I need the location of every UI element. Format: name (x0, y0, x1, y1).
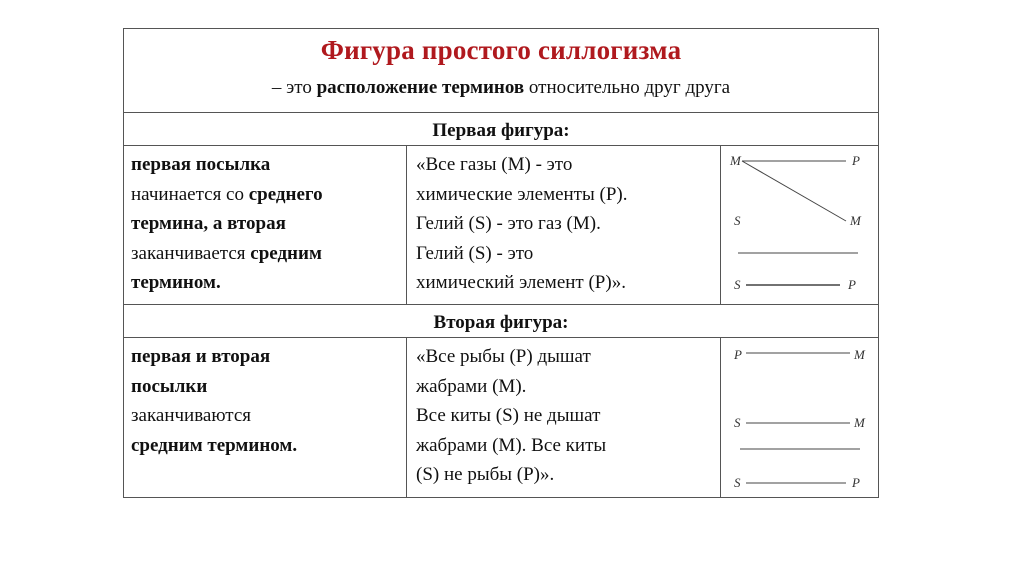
diagram-label: M (854, 347, 865, 362)
example-line: жабрами (M). (416, 375, 527, 397)
syllogism-table (123, 28, 879, 498)
rule-line (131, 342, 297, 372)
divider (124, 112, 878, 113)
example-line: Гелий (S) - это газ (M). (416, 213, 601, 234)
example-line: (S) не рыбы (P)». (416, 464, 555, 485)
figure1-example (416, 150, 627, 298)
figure1-diagram (730, 149, 870, 299)
diagram-label: S (734, 415, 741, 430)
rule-text: термина (131, 213, 204, 234)
figure1-heading: Первая фигура: (432, 120, 570, 141)
column-divider (406, 337, 407, 498)
diagram-label: P (852, 153, 860, 168)
rule-line (131, 401, 297, 431)
rule-line (131, 431, 297, 461)
rule-text: посылки (131, 375, 208, 397)
example-line: Гелий (S) - это (416, 242, 534, 264)
rule-line (131, 209, 323, 239)
example-line: «Все рыбы (P) дышат (416, 346, 591, 367)
page-title: Фигура простого силлогизма (320, 35, 682, 65)
diagram-label: P (848, 277, 856, 292)
diagram-label: P (734, 347, 742, 362)
column-divider (406, 145, 407, 304)
figure1-rule (131, 150, 323, 298)
diagram-label: P (852, 475, 860, 490)
diagram-label: M (850, 213, 861, 228)
rule-text: средним термином. (131, 434, 298, 456)
divider (124, 304, 878, 305)
rule-text: средним (250, 242, 322, 264)
example-line: химические элементы (P). (416, 183, 628, 205)
diagram-label: S (734, 475, 741, 490)
diagram-label: M (730, 153, 741, 168)
figure2-heading: Вторая фигура: (433, 312, 569, 333)
rule-line (131, 372, 297, 402)
figure2-diagram (730, 343, 870, 493)
subtitle-suffix: относительно друг друга (528, 77, 731, 98)
definition-subtitle (124, 77, 878, 99)
subtitle-prefix: – это (271, 77, 312, 98)
connector-line (742, 161, 846, 221)
rule-text: начинается со (131, 183, 249, 205)
rule-line (131, 180, 323, 210)
divider (124, 337, 878, 338)
figure2-example (416, 342, 606, 490)
subtitle-bold: расположение терминов (316, 77, 525, 98)
diagram-label: S (734, 213, 741, 228)
example-line: химический элемент (P)». (416, 272, 626, 293)
diagram-label: M (854, 415, 865, 430)
rule-line (131, 268, 323, 298)
rule-text: первая посылка (131, 154, 271, 175)
example-line: Все киты (S) не дышат (416, 405, 601, 426)
rule-text: среднего (248, 183, 323, 205)
rule-text: заканчиваются (131, 405, 252, 426)
example-line: жабрами (M). Все киты (416, 434, 607, 456)
rule-line (131, 239, 323, 269)
rule-text: первая и вторая (131, 346, 271, 367)
rule-line (131, 150, 323, 180)
rule-text: , а вторая (203, 213, 286, 234)
column-divider (720, 337, 721, 498)
example-line: «Все газы (M) - это (416, 154, 573, 175)
divider (124, 145, 878, 146)
rule-text: термином. (131, 272, 221, 293)
column-divider (720, 145, 721, 304)
diagram-label: S (734, 277, 741, 292)
rule-text: заканчивается (131, 242, 251, 264)
figure2-rule (131, 342, 297, 460)
